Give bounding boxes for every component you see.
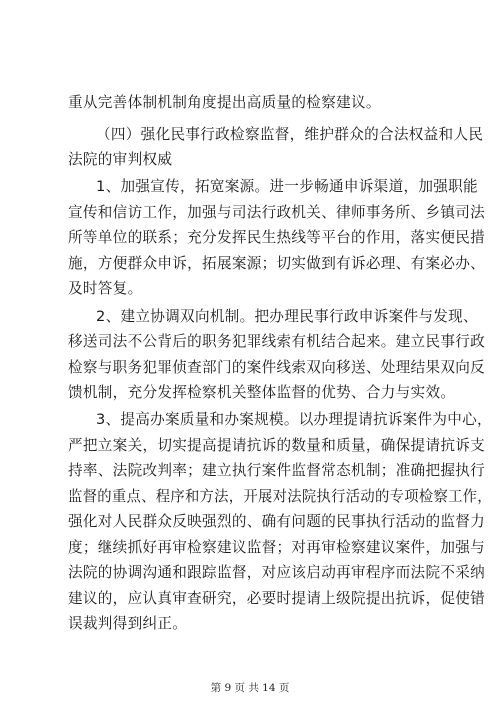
text-line-17: 强化对人民群众反映强烈的、确有问题的民事执行活动的监督力 — [68, 513, 486, 530]
text-line-1: 重从完善体制机制角度提出高质量的检察建议。 — [68, 94, 381, 111]
text-line-19: 法院的协调沟通和跟踪监督，对应该启动再审程序而法院不采纳 — [68, 564, 486, 581]
text-line-12: 馈机制，充分发挥检察机关整体监督的优势、合力与实效。 — [68, 384, 456, 401]
text-line-13: 3、提高办案质量和办案规模。以办理提请抗诉案件为中心， — [96, 411, 492, 428]
page-number-footer: 第 9 页 共 14 页 — [210, 682, 290, 694]
text-line-6: 所等单位的联系；充分发挥民生热线等平台的作用，落实便民措 — [68, 229, 486, 246]
text-line-15: 持率、法院改判率；建立执行案件监督常态机制；准确把握执行 — [68, 462, 486, 479]
text-line-18: 度；继续抓好再审检察建议监督；对再审检察建议案件，加强与 — [68, 539, 486, 556]
text-line-9: 2、建立协调双向机制。把办理民事行政申诉案件与发现、 — [96, 308, 478, 325]
text-line-20: 建议的，应认真审查研究，必要时提请上级院提出抗诉，促使错 — [68, 590, 486, 607]
text-line-7: 施，方便群众申诉，拓展案源；切实做到有诉必理、有案必办、 — [68, 255, 486, 272]
section-heading-line-2: 法院的审判权威 — [68, 151, 173, 168]
text-line-8: 及时答复。 — [68, 280, 143, 297]
text-line-21: 误裁判得到纠正。 — [68, 615, 188, 632]
text-line-16: 监督的重点、程序和方法，开展对法院执行活动的专项检察工作， — [68, 488, 492, 505]
text-line-5: 宣传和信访工作，加强与司法行政机关、律师事务所、乡镇司法 — [68, 204, 486, 221]
section-heading-line-1: （四）强化民事行政检察监督，维护群众的合法权益和人民 — [96, 126, 484, 143]
text-line-14: 严把立案关，切实提高提请抗诉的数量和质量，确保提请抗诉支 — [68, 437, 486, 454]
text-line-11: 检察与职务犯罪侦查部门的案件线索双向移送、处理结果双向反 — [68, 359, 486, 376]
text-line-10: 移送司法不公背后的职务犯罪线索有机结合起来。建立民事行政 — [68, 333, 486, 350]
text-line-4: 1、加强宣传，拓宽案源。进一步畅通申诉渠道，加强职能 — [96, 178, 478, 195]
